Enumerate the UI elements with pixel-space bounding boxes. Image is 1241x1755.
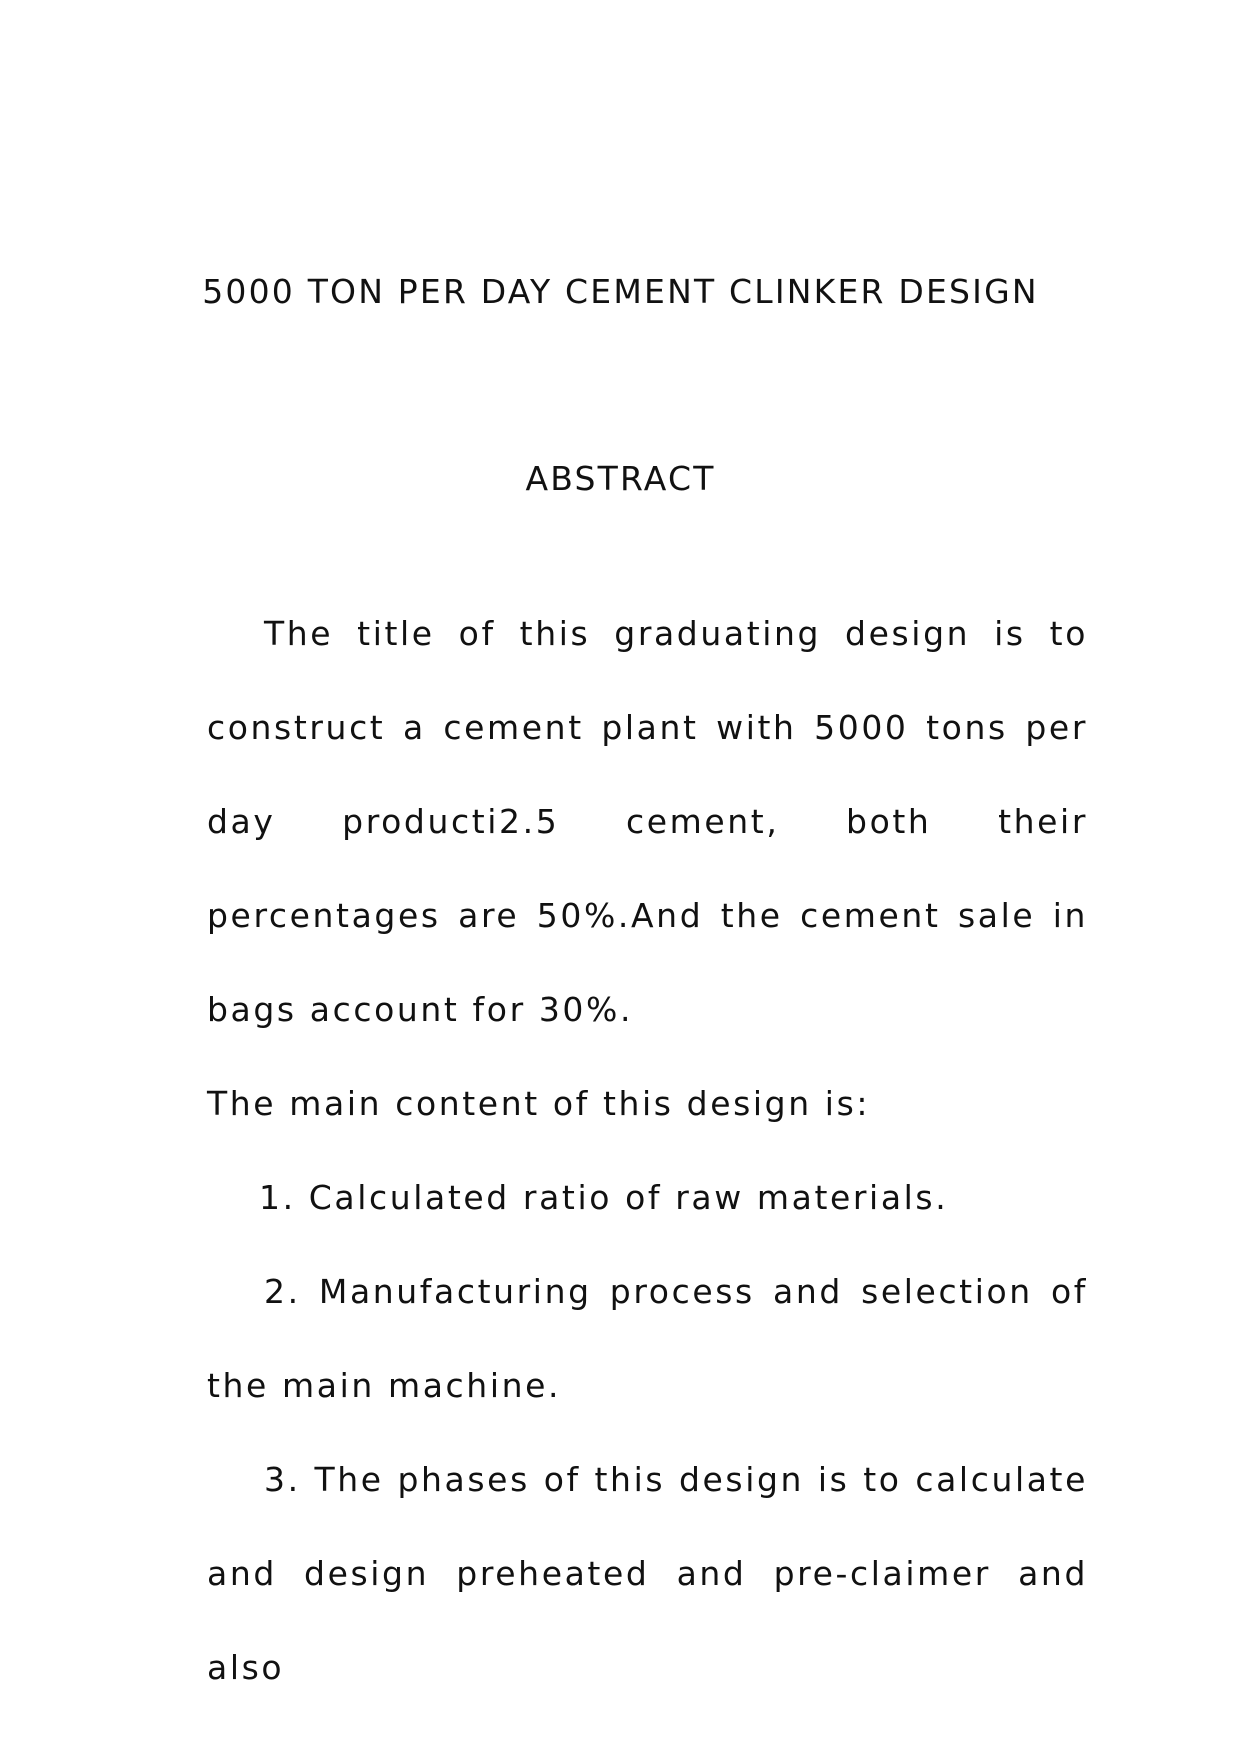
abstract-heading: ABSTRACT — [525, 459, 716, 498]
list-item-2: 2. Manufacturing process and selection of the main machine. — [207, 1272, 1088, 1405]
abstract-body — [207, 587, 1088, 1715]
list-item-3: 3. The phases of this design is to calculate and design preheated and pre-claimer and also — [207, 1460, 1088, 1687]
content-lead: The main content of this design is: — [207, 1084, 871, 1123]
intro-paragraph: The title of this graduating design is to construct a cement plant with 5000 tons per day producti2.5 cement, both their percentages are 50%.And the cement sale in bags account for 30%. — [207, 614, 1088, 1029]
list-item-1: 1. Calculated ratio of raw materials. — [259, 1178, 949, 1217]
document-title: 5000 TON PER DAY CEMENT CLINKER DESIGN — [202, 272, 1039, 311]
